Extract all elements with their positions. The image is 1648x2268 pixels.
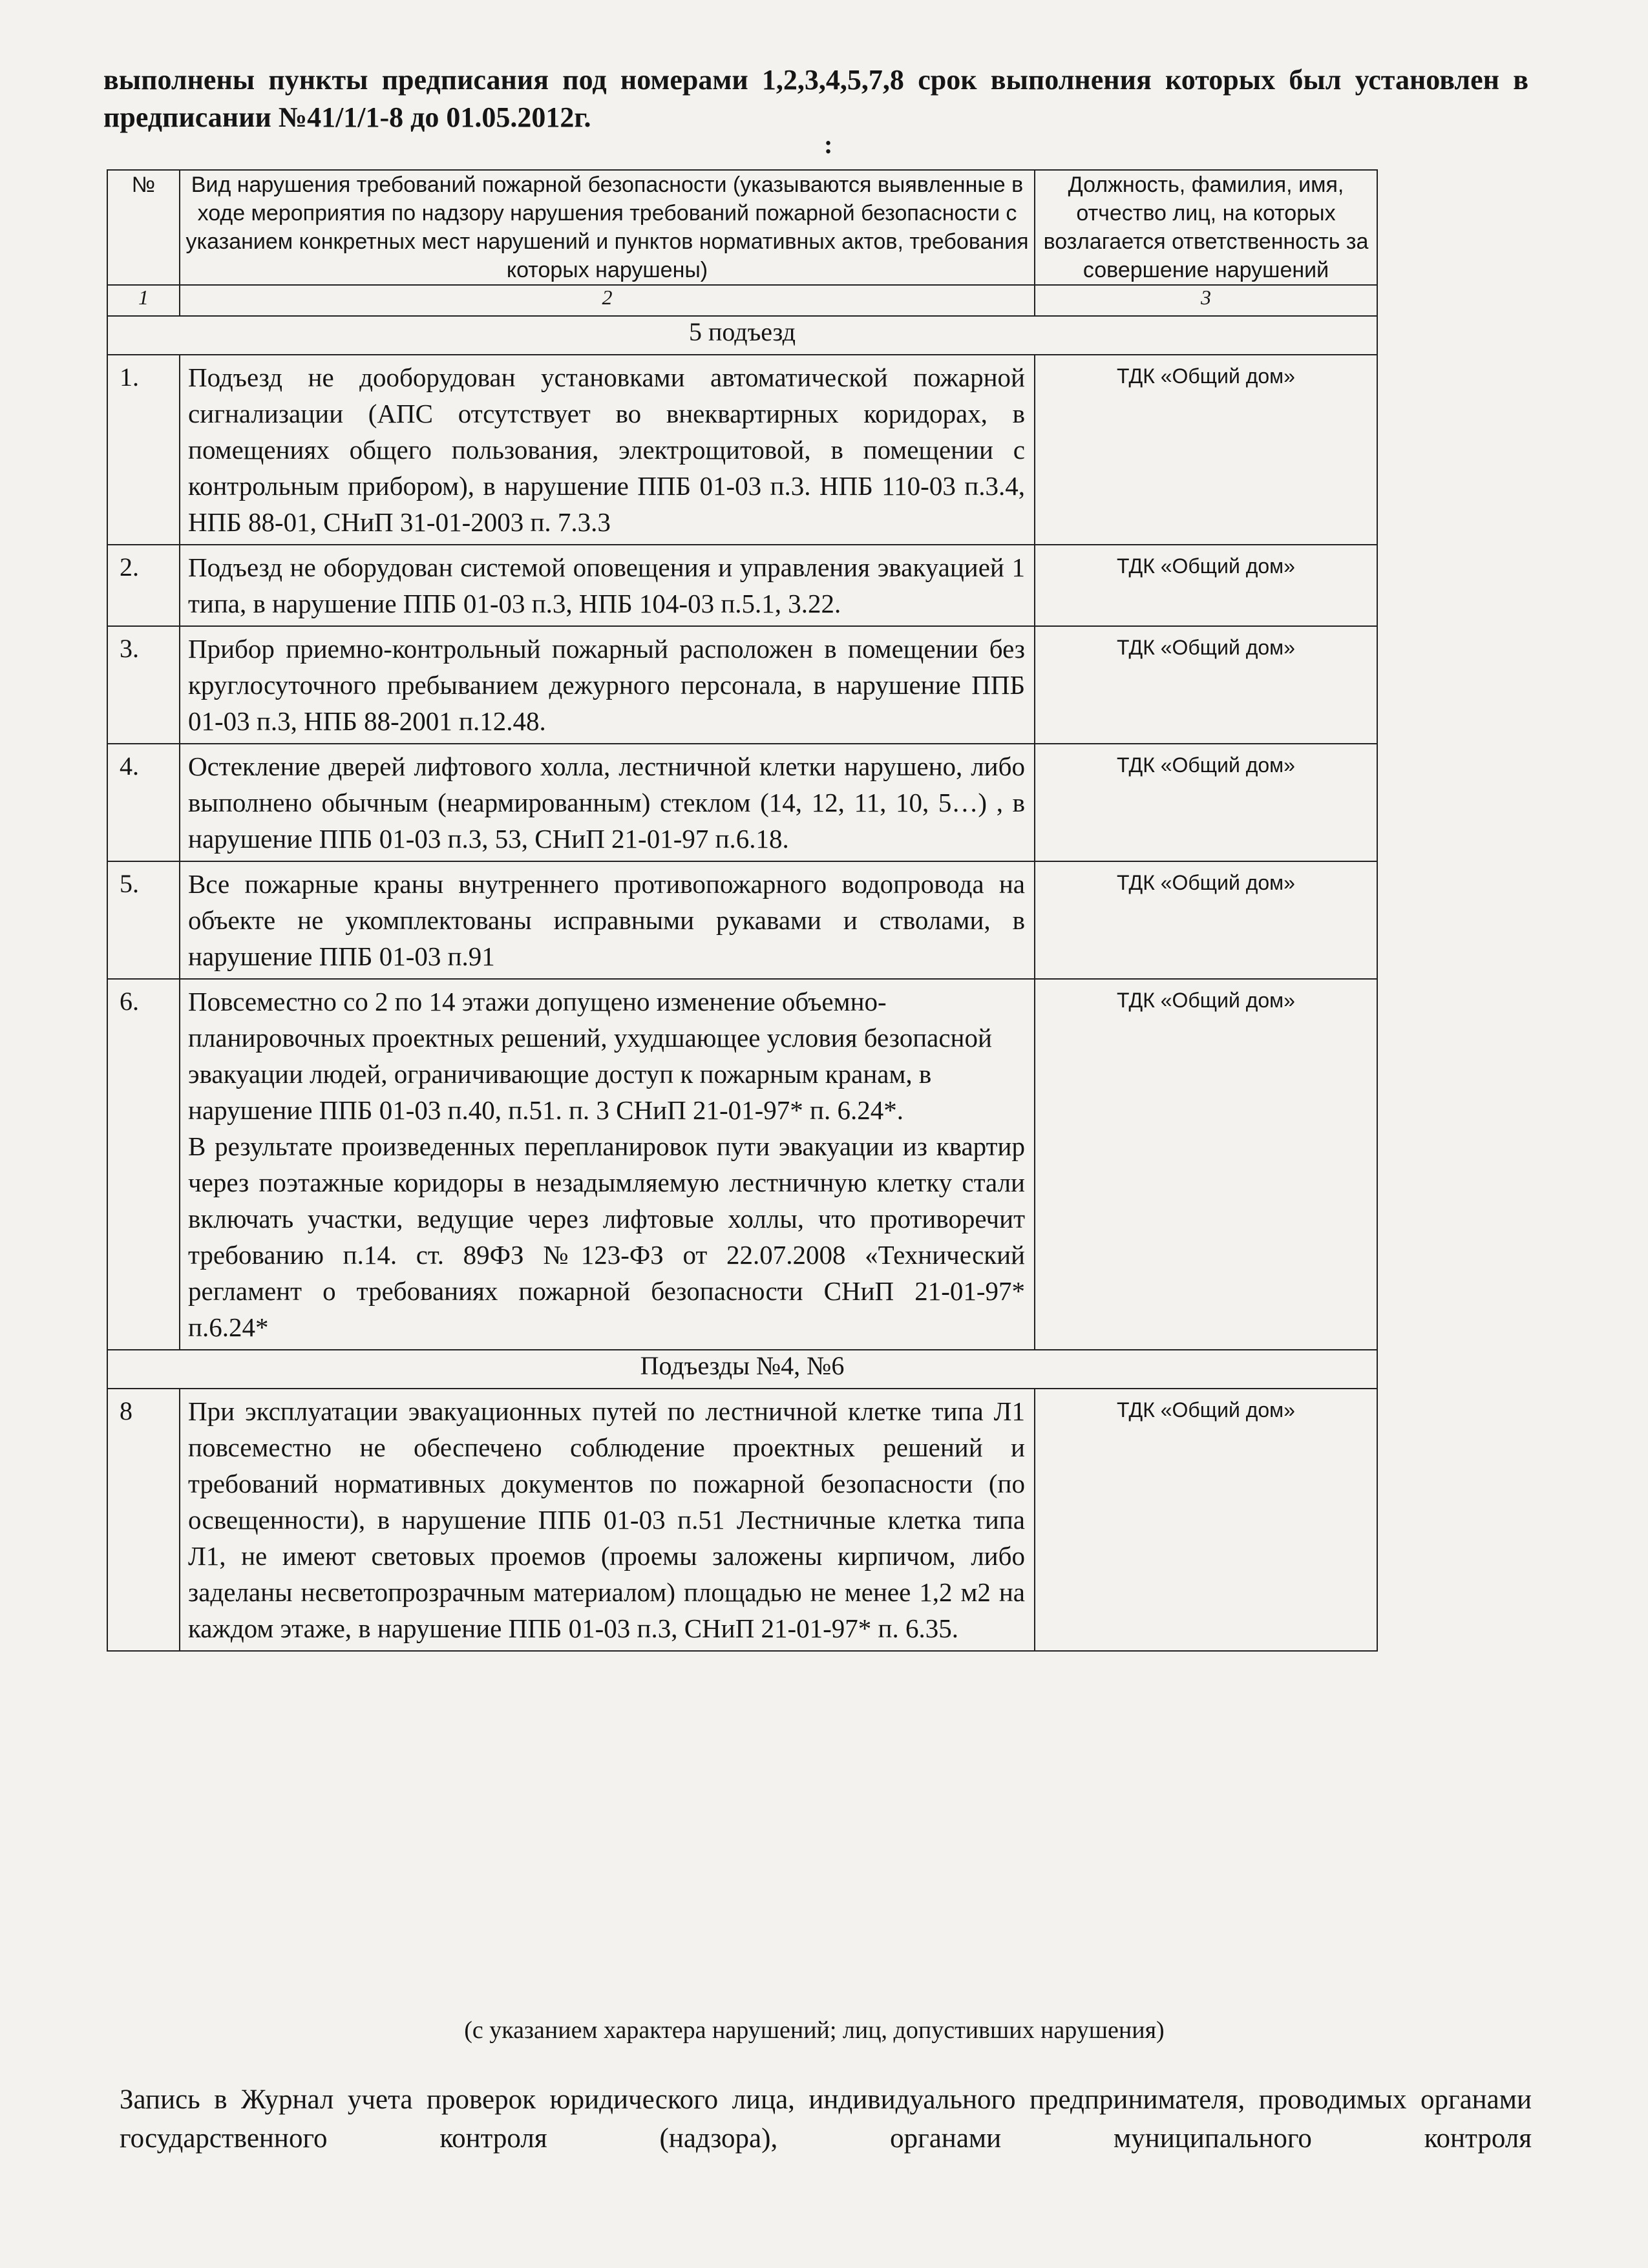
section-title: 5 подъезд [107, 316, 1377, 355]
responsible-party: ТДК «Общий дом» [1035, 626, 1377, 744]
header-number: № [107, 170, 180, 285]
table-row [107, 626, 1377, 744]
violation-text: Подъезд не оборудован системой оповещения и управления эвакуацией 1 типа, в нарушение ППБ 01-03 п.3, НПБ 104-03 п.5.1, 3.22. [180, 545, 1035, 626]
column-number-row [107, 285, 1377, 316]
responsible-party: ТДК «Общий дом» [1035, 355, 1377, 545]
row-number: 3. [107, 626, 180, 744]
table-row [107, 979, 1377, 1350]
violation-text: Прибор приемно-контрольный пожарный расположен в помещении без круглосуточного пребыванием дежурного персонала, в нарушение ППБ 01-03 п.3, НПБ 88-2001 п.12.48. [180, 626, 1035, 744]
violation-text-part2: В результате произведенных перепланировок пути эвакуации из квартир через поэтажные коридоры в незадымляемую лестничную клетку стали включать участки, ведущие через лифтовые холлы, что противоречит требованию п.14. ст. 89ФЗ №123-ФЗ от 22.07.2008 «Технический регламент о требованиях пожарной безопасности СНиП 21-01-97* п.6.24* [188, 1131, 1025, 1342]
row-number: 6. [107, 979, 180, 1350]
header-violation: Вид нарушения требований пожарной безопасности (указываются выявленные в ходе мероприятия по надзору нарушения требований пожарной безопасности с указанием конкретных мест нарушений и пунктов нормативных актов, требования которых нарушены) [180, 170, 1035, 285]
column-number: 3 [1035, 285, 1377, 316]
section-row [107, 316, 1377, 355]
row-number: 2. [107, 545, 180, 626]
violation-text: Все пожарные краны внутреннего противопожарного водопровода на объекте не укомплектованы исправными рукавами и стволами, в нарушение ППБ 01-03 п.91 [180, 861, 1035, 979]
column-number: 2 [180, 285, 1035, 316]
table-row [107, 545, 1377, 626]
row-number: 8 [107, 1389, 180, 1651]
responsible-party: ТДК «Общий дом» [1035, 979, 1377, 1350]
violation-text: Остекление дверей лифтового холла, лестничной клетки нарушено, либо выполнено обычным (неармированным) стеклом (14, 12, 11, 10, 5…) , в нарушение ППБ 01-03 п.3, 53, СНиП 21-01-97 п.6.18. [180, 744, 1035, 861]
row-number: 5. [107, 861, 180, 979]
row-number: 4. [107, 744, 180, 861]
intro-paragraph: выполнены пункты предписания под номерами 1,2,3,4,5,7,8 срок выполнения которых был установлен в предписании №41/1/1-8 до 01.05.2012г. [103, 64, 1528, 133]
table-caption: (с указанием характера нарушений; лиц, допустивших нарушения) [464, 2017, 1165, 2044]
table-row [107, 1389, 1377, 1651]
responsible-party: ТДК «Общий дом» [1035, 1389, 1377, 1651]
violations-table [107, 169, 1378, 1652]
responsible-party: ТДК «Общий дом» [1035, 744, 1377, 861]
table-row [107, 744, 1377, 861]
violation-text: Подъезд не дооборудован установками автоматической пожарной сигнализации (АПС отсутствует во внеквартирных коридорах, в помещениях общего пользования, электрощитовой, в помещении с контрольным прибором), в нарушение ППБ 01-03 п.3. НПБ 110-03 п.3.4, НПБ 88-01, СНиП 31-01-2003 п. 7.3.3 [180, 355, 1035, 545]
colon-mark: : [824, 130, 833, 159]
violation-text: При эксплуатации эвакуационных путей по лестничной клетке типа Л1 повсеместно не обеспечено соблюдение проектных решений и требований нормативных документов по пожарной безопасности (по освещенности), в нарушение ППБ 01-03 п.51 Лестничные клетка типа Л1, не имеют световых проемов (проемы заложены кирпичом, либо заделаны несветопрозрачным материалом) площадью не менее 1,2 м2 на каждом этаже, в нарушение ППБ 01-03 п.3, СНиП 21-01-97* п. 6.35. [180, 1389, 1035, 1651]
row-number: 1. [107, 355, 180, 545]
footer-paragraph: Запись в Журнал учета проверок юридического лица, индивидуального предпринимателя, проводимых органами государственного контроля (надзора), органами муниципального контроля [120, 2084, 1532, 2154]
table-header-row [107, 170, 1377, 285]
violation-text-part1: Повсеместно со 2 по 14 этажи допущено изменение объемно-планировочных проектных решений, ухудшающее условия безопасной эвакуации людей, ограничивающие доступ к пожарным кранам, в нарушение ППБ 01-03 п.40, п.51. п. 3 СНиП 21-01-97* п. 6.24*. [188, 987, 992, 1125]
column-number: 1 [107, 285, 180, 316]
violation-text [180, 979, 1035, 1350]
header-responsible: Должность, фамилия, имя, отчество лиц, на которых возлагается ответственность за совершение нарушений [1035, 170, 1377, 285]
section-row [107, 1350, 1377, 1389]
responsible-party: ТДК «Общий дом» [1035, 861, 1377, 979]
section-title: Подъезды №4, №6 [107, 1350, 1377, 1389]
table-row [107, 861, 1377, 979]
responsible-party: ТДК «Общий дом» [1035, 545, 1377, 626]
table-row [107, 355, 1377, 545]
